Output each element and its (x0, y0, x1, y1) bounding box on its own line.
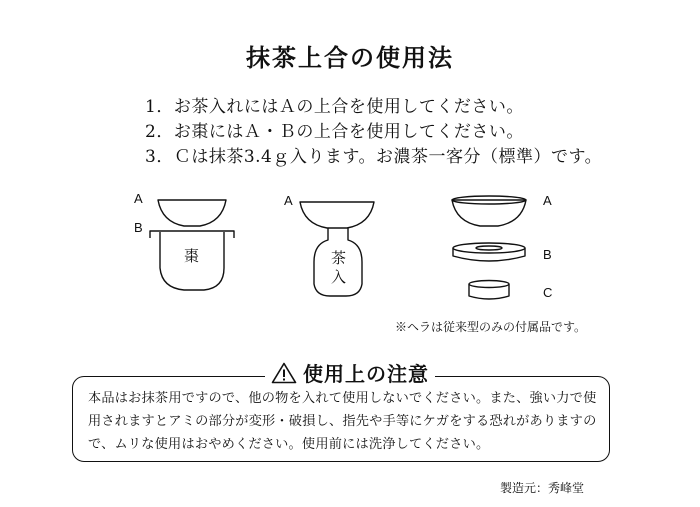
instruction-3: 3．Ｃは抹茶3.4ｇ入ります。お濃茶一客分（標準）です。 (145, 147, 603, 167)
natsume-label: 棗 (184, 247, 200, 265)
fig3-label-b: B (543, 247, 552, 262)
part-c-top (469, 281, 509, 288)
sieve-a-shape (158, 200, 226, 226)
caution-heading-inner (265, 358, 435, 387)
warning-icon (271, 362, 297, 384)
spatula-note: ※ヘラは従来型のみの付属品です。 (395, 320, 587, 334)
instruction-1: 1．お茶入れにはＡの上合を使用してください。 (145, 97, 524, 117)
fig2-label-a: A (284, 193, 293, 208)
page-title: 抹茶上合の使用法 (246, 43, 454, 72)
part-b-top (453, 243, 525, 253)
ring-b-shape (150, 231, 234, 238)
caution-text: 本品はお抹茶用ですので、他の物を入れて使用しないでください。また、強い力で使用されますとアミの部分が変形・破損し、指先や手等にケガをする恐れがありますので、ムリな使用はおやめください。使用前には洗浄してください。 (88, 391, 597, 452)
sieve-a-shape-2 (300, 202, 374, 228)
chaire-label-2: 入 (331, 268, 347, 286)
caution-title: 使用上の注意 (303, 362, 429, 386)
parts-figure (452, 196, 526, 299)
instruction-2: 2．お棗にはＡ・Ｂの上合を使用してください。 (145, 122, 524, 142)
fig3-label-c: C (543, 285, 553, 300)
fig1-label-b: B (134, 220, 143, 235)
chaire-label-1: 茶 (331, 249, 347, 267)
fig1-label-a: A (134, 191, 143, 206)
fig3-label-a: A (543, 193, 552, 208)
caution-heading (0, 358, 700, 387)
manufacturer: 製造元：秀峰堂 (500, 481, 585, 495)
